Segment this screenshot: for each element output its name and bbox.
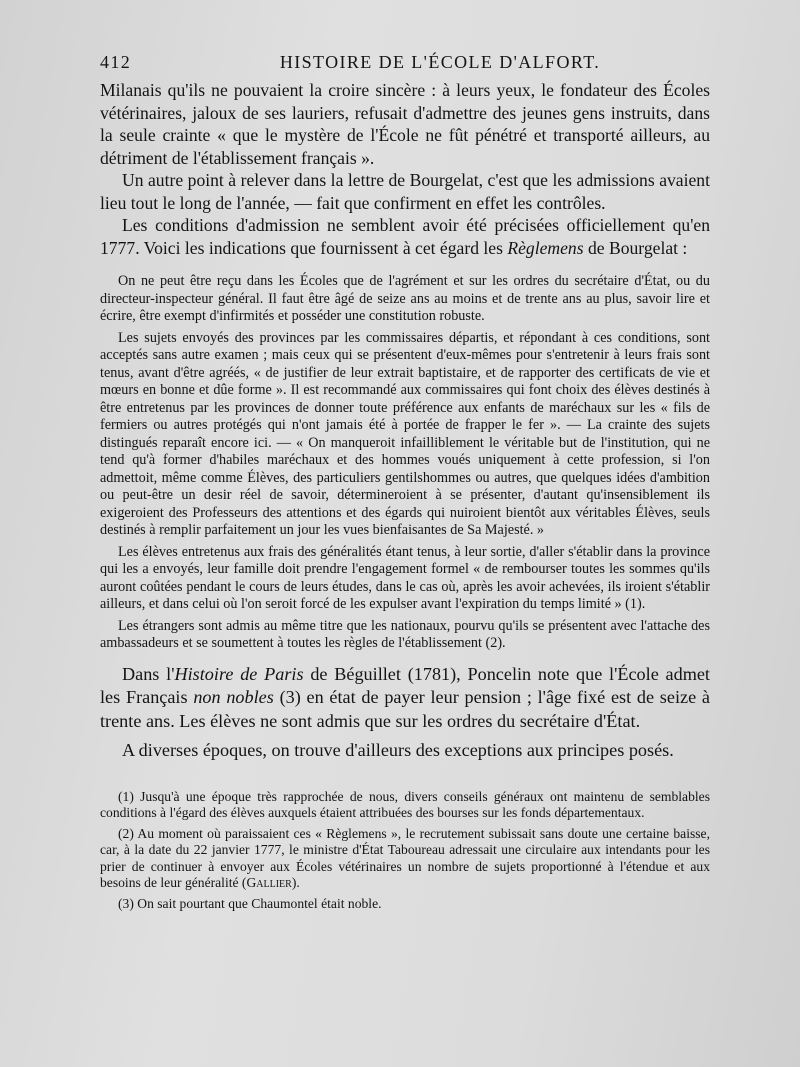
footnote-3: (3) On sait pourtant que Chaumontel était noble.: [118, 895, 382, 911]
paragraph-4-text-b: de Béguillet (1781), Poncelin note que l'École admet les Français: [100, 663, 710, 707]
quote-paragraph-2: Les sujets envoyés des provinces par les commissaires départis, et répondant à ces conditions, sont acceptés sans autre examen ; mais ceux qui se présentent d'eux-mêmes pour s'entretenir à leurs frais sont tenus, avant d'être agréés, « de justifier de leur extrait baptistaire, et de rapporter des certificats de vie et mœurs en bonne et dûe forme ». Il est recommandé aux commissaires qui font choix des élèves destinés à être entretenus par les provinces de donner toute préférence aux enfants de maréchaux sur les « fils de fermiers ou autres protégés qui n'ont jamais été à portée de frapper le fer ». — La crainte des sujets distingués reparaît encore ici. — « On manqueroit infailliblement le véritable but de l'institution, qui ne tend qu'à former d'habiles maréchaux et des hommes voués uniquement à cette profession, si l'on admettoit, même comme Élèves, des particuliers gentilshommes ou autres, que quelques idées d'ambition ou peut-être un desir réel de savoir, détermineroient à se présenter, d'autant qu'insensiblement ils exigeroient des Professeurs des attentions et des égards qui nuiroient bientôt aux véritables Élèves, seuls destinés à remplir parfaitement un jour les vues bienfaisantes de Sa Majesté. »: [100, 329, 710, 538]
quote-paragraph-3: Les élèves entretenus aux frais des généralités étant tenus, à leur sortie, d'aller s'établir dans la province qui les a envoyés, leur famille doit prendre l'engagement formel « de rembourser toutes les sommes qu'ils auront coûtées pendant le cours de leurs études, dans le cas où, après les avoir achevées, ils iroient s'établir ailleurs, et dans celui où l'on seroit forcé de les expulser avant l'expiration du temps limité » (1).: [100, 543, 710, 612]
quote-paragraph-4: Les étrangers sont admis au même titre que les nationaux, pourvu qu'ils se présentent avec l'attache des ambassadeurs et se soumettent à toutes les règles de l'établissement (2).: [100, 617, 710, 651]
paragraph-3-text-a: Les conditions d'admission ne semblent avoir été précisées officiellement qu'en 1777. Voici les indications que fournissent à cet égard les: [100, 215, 710, 258]
reglemens-title: Règlemens: [507, 237, 584, 258]
non-nobles-text: non nobles: [193, 687, 274, 707]
paragraph-4-text-a: Dans l': [122, 663, 175, 684]
paragraph-3-text-b: de Bourgelat :: [583, 237, 688, 258]
paragraph-4: [100, 663, 710, 734]
paragraph-3: [100, 214, 710, 259]
block-quote: [100, 273, 710, 653]
paragraph-5: A diverses époques, on trouve d'ailleurs des exceptions aux principes posés.: [122, 740, 674, 760]
paragraph-2: Un autre point à relever dans la lettre de Bourgelat, c'est que les admissions avaient lieu tout le long de l'année, — fait que confirment en effet les contrôles.: [100, 170, 710, 213]
gallier-name: Gallier: [246, 875, 292, 890]
histoire-de-paris-title: Histoire de Paris: [174, 663, 304, 684]
footnotes: [100, 781, 710, 913]
page-number: 412: [100, 52, 132, 72]
paragraph-1: Milanais qu'ils ne pouvaient la croire sincère : à leurs yeux, le fondateur des Écoles vétérinaires, jaloux de ses lauriers, refusait d'admettre des jeunes gens instruits, dans la seule crainte « que le mystère de l'École ne fût pénétré et transporté ailleurs, au détriment de l'établissement français ».: [100, 80, 710, 168]
quote-paragraph-1: On ne peut être reçu dans les Écoles que de l'agrément et sur les ordres du secrétaire d'État, ou du directeur-inspecteur général. Il faut être âgé de seize ans au moins et de trente ans au plus, savoir lire et écrire, être exempt d'infirmités et posséder une constitution robuste.: [100, 273, 710, 324]
running-title: HISTOIRE DE L'ÉCOLE D'ALFORT.: [279, 52, 601, 72]
footnote-2-text-b: ).: [291, 875, 300, 890]
footnote-2: [100, 826, 710, 892]
footnote-1: (1) Jusqu'à une époque très rapprochée de nous, divers conseils généraux ont maintenu de semblables conditions à l'égard des élèves auxquels étaient attribuées des bourses sur les fonds départementaux.: [100, 788, 710, 820]
footnote-2-text-a: (2) Au moment où paraissaient ces « Règlemens », le recrutement subissait sans doute une certaine baisse, car, à la date du 22 janvier 1777, le ministre d'État Taboureau adressait une circulaire aux intendants pour les prier de continuer à envoyer aux Écoles vétérinaires un nombre de sujets proportionné à l'étendue et aux besoins de leur généralité (: [100, 825, 710, 890]
page-header: [100, 52, 710, 73]
paragraph-4-text-c: (3) en état de payer leur pension ; l'âge fixé est de seize à trente ans. Les élèves ne sont admis que sur les ordres du secrétaire d'État.: [100, 687, 710, 731]
